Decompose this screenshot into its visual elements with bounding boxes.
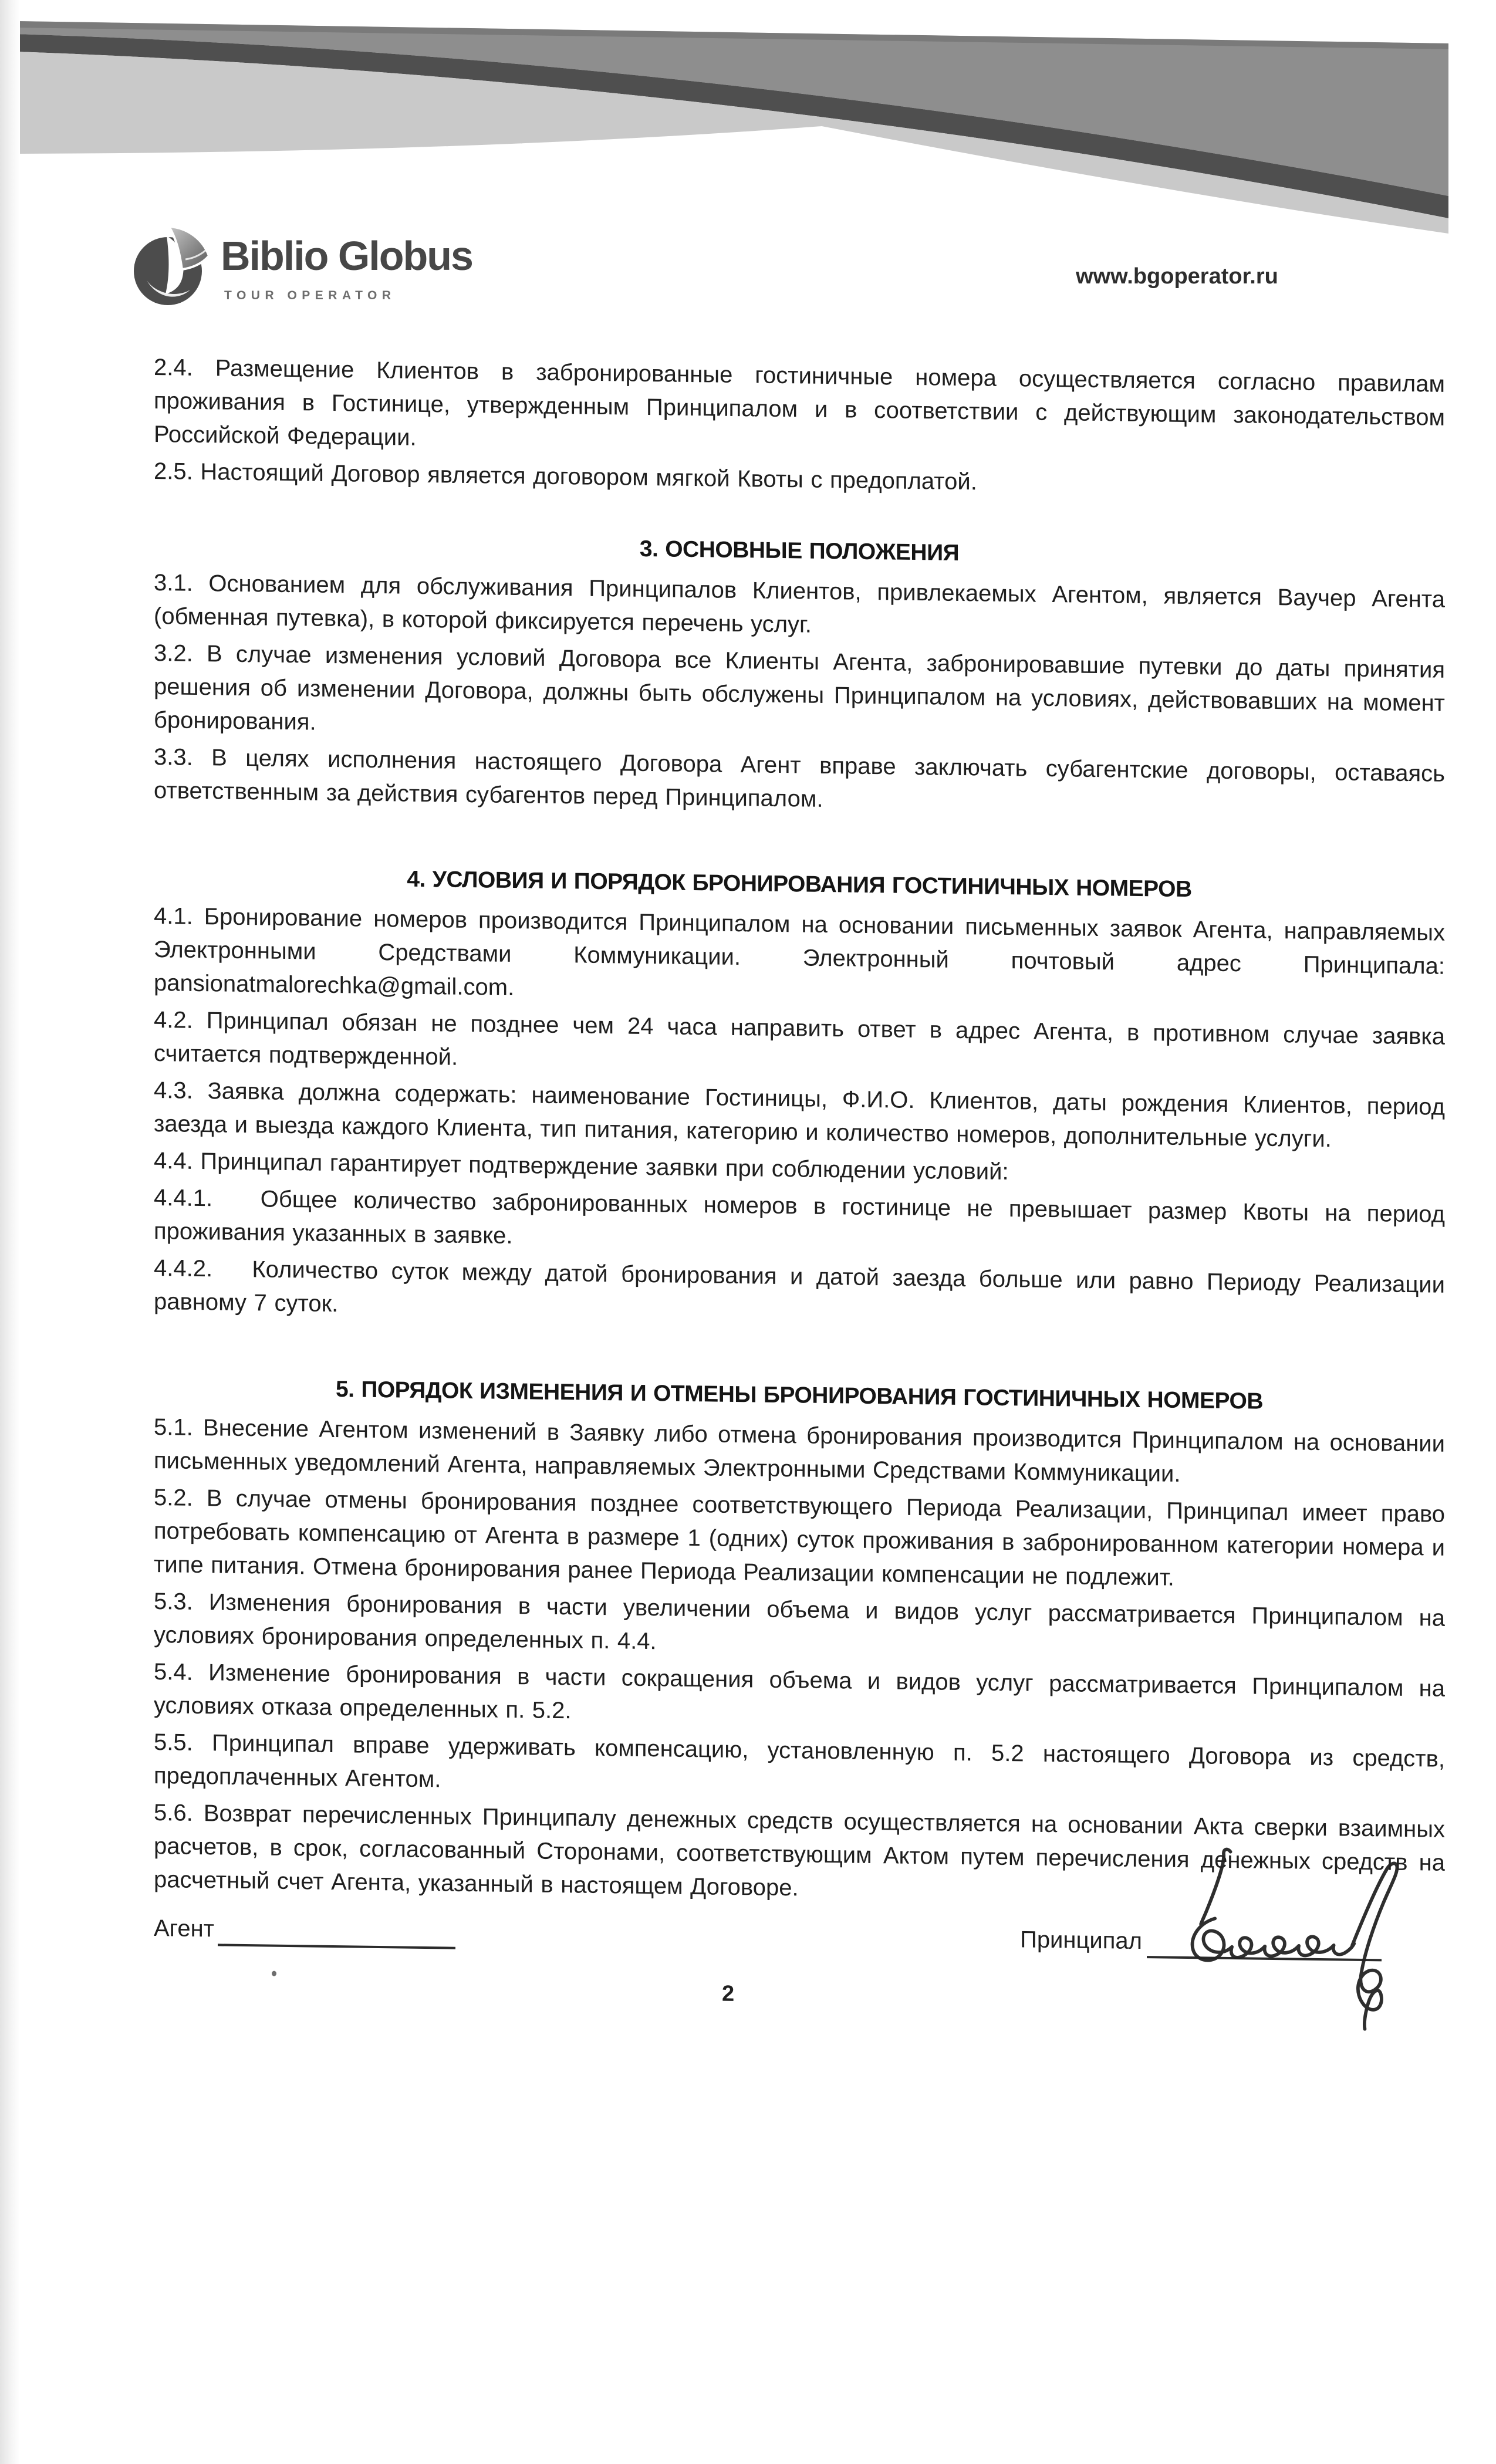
contract-body [154, 351, 1445, 2020]
brand-subtitle: TOUR OPERATOR [224, 289, 396, 302]
page-number: 2 [722, 1981, 735, 2006]
paragraph-2-4: 2.4. Размещение Клиентов в забронированные гостиничные номера осуществляется согласно правилам проживания в Гостинице, утвержденным Принципалом и в соответствии с действующим законодательством Российской Федерации. [154, 354, 1445, 451]
website-text: www.bgoperator.ru [1076, 264, 1278, 289]
principal-signature-line [1147, 1951, 1382, 1961]
paragraph-3-3: 3.3. В целях исполнения настоящего Договора Агент вправе заключать субагентские договоры, оставаясь ответственным за действия субагентов перед Принципалом. [154, 744, 1445, 812]
paragraph-5-1: 5.1. Внесение Агентом изменений в Заявку либо отмена бронирования производится Принципалом на основании письменных уведомлений Агента, направляемых Электронными Средствами Коммуникации. [154, 1414, 1445, 1487]
section-4-heading: 4. УСЛОВИЯ И ПОРЯДОК БРОНИРОВАНИЯ ГОСТИНИЧНЫХ НОМЕРОВ [407, 866, 1192, 903]
paragraph-2-5: 2.5. Настоящий Договор является договором мягкой Квоты с предоплатой. [154, 458, 977, 495]
paragraph-4-4-1: 4.4.1. Общее количество забронированных номеров в гостинице не превышает размер Квоты на период проживания указанных в заявке. [154, 1185, 1445, 1249]
paragraph-4-4-2: 4.4.2. Количество суток между датой бронирования и датой заезда больше или равно Периоду Реализации равному 7 суток. [154, 1255, 1445, 1317]
section-5-heading: 5. ПОРЯДОК ИЗМЕНЕНИЯ И ОТМЕНЫ БРОНИРОВАНИЯ ГОСТИНИЧНЫХ НОМЕРОВ [335, 1377, 1264, 1414]
paragraph-5-6: 5.6. Возврат перечисленных Принципалу денежных средств осуществляется на основании Акта сверки взаимных расчетов, в срок, согласованный Сторонами, соответствующим Актом путем перечисления денежных средств на расчетный счет Агента, указанный в настоящем Договоре. [154, 1800, 1445, 1901]
paragraph-4-3: 4.3. Заявка должна содержать: наименование Гостиницы, Ф.И.О. Клиентов, даты рождения Клиентов, период заезда и выезда каждого Клиента, тип питания, категорию и количество номеров, дополнительные услуги. [154, 1077, 1445, 1152]
paragraph-3-1: 3.1. Основанием для обслуживания Принципалов Клиентов, привлекаемых Агентом, является Ваучер Агента (обменная путевка), в которой фиксируется перечень услуг. [154, 570, 1445, 638]
paragraph-4-2: 4.2. Принципал обязан не позднее чем 24 часа направить ответ в адрес Агента, в противном случае заявка считается подтвержденной. [154, 1007, 1445, 1070]
paragraph-4-1: 4.1. Бронирование номеров производится Принципалом на основании письменных заявок Агента, направляемых Электронными Средствами Коммуникации. Электронный почтовый адрес Принципала: pansionatmalorechka@gmail.com. [154, 903, 1445, 1001]
header-banner-decoration [0, 0, 1496, 252]
paragraph-5-2: 5.2. В случае отмены бронирования позднее соответствующего Периода Реализации, Принципал имеет право потребовать компенсацию от Агента в размере 1 (одних) суток проживания в забронированном категории номера и типе питания. Отмена бронирования ранее Периода Реализации компенсации не подлежит. [154, 1485, 1445, 1591]
agent-signature-line [218, 1939, 455, 1949]
handwritten-signature [1156, 1827, 1409, 2034]
paragraph-4-4: 4.4. Принципал гарантирует подтверждение заявки при соблюдении условий: [154, 1148, 1009, 1185]
paragraph-3-2: 3.2. В случае изменения условий Договора все Клиенты Агента, забронировавшие путевки до даты принятия решения об изменении Договора, должны быть обслужены Принципалом на условиях, действовавших на момент бронирования. [154, 640, 1445, 735]
signature-row [154, 1912, 1445, 1962]
section-3-heading: 3. ОСНОВНЫЕ ПОЛОЖЕНИЯ [639, 536, 960, 566]
biblio-globus-logo-icon [131, 223, 212, 311]
paragraph-5-5: 5.5. Принципал вправе удерживать компенсацию, установленную п. 5.2 настоящего Договора из средств, предоплаченных Агентом. [154, 1729, 1445, 1793]
brand-name: Biblio Globus [221, 233, 472, 279]
principal-label: Принципал [1020, 1926, 1142, 1955]
principal-signature-block [1020, 1923, 1382, 1961]
paragraph-5-3: 5.3. Изменения бронирования в части увеличении объема и видов услуг рассматривается Принципалом на условиях бронирования определенных п. 4.4. [154, 1588, 1445, 1655]
paragraph-5-4: 5.4. Изменение бронирования в части сокращения объема и видов услуг рассматривается Принципалом на условиях отказа определенных п. 5.2. [154, 1659, 1445, 1724]
agent-label: Агент [154, 1915, 215, 1942]
scan-speck [272, 1971, 276, 1976]
